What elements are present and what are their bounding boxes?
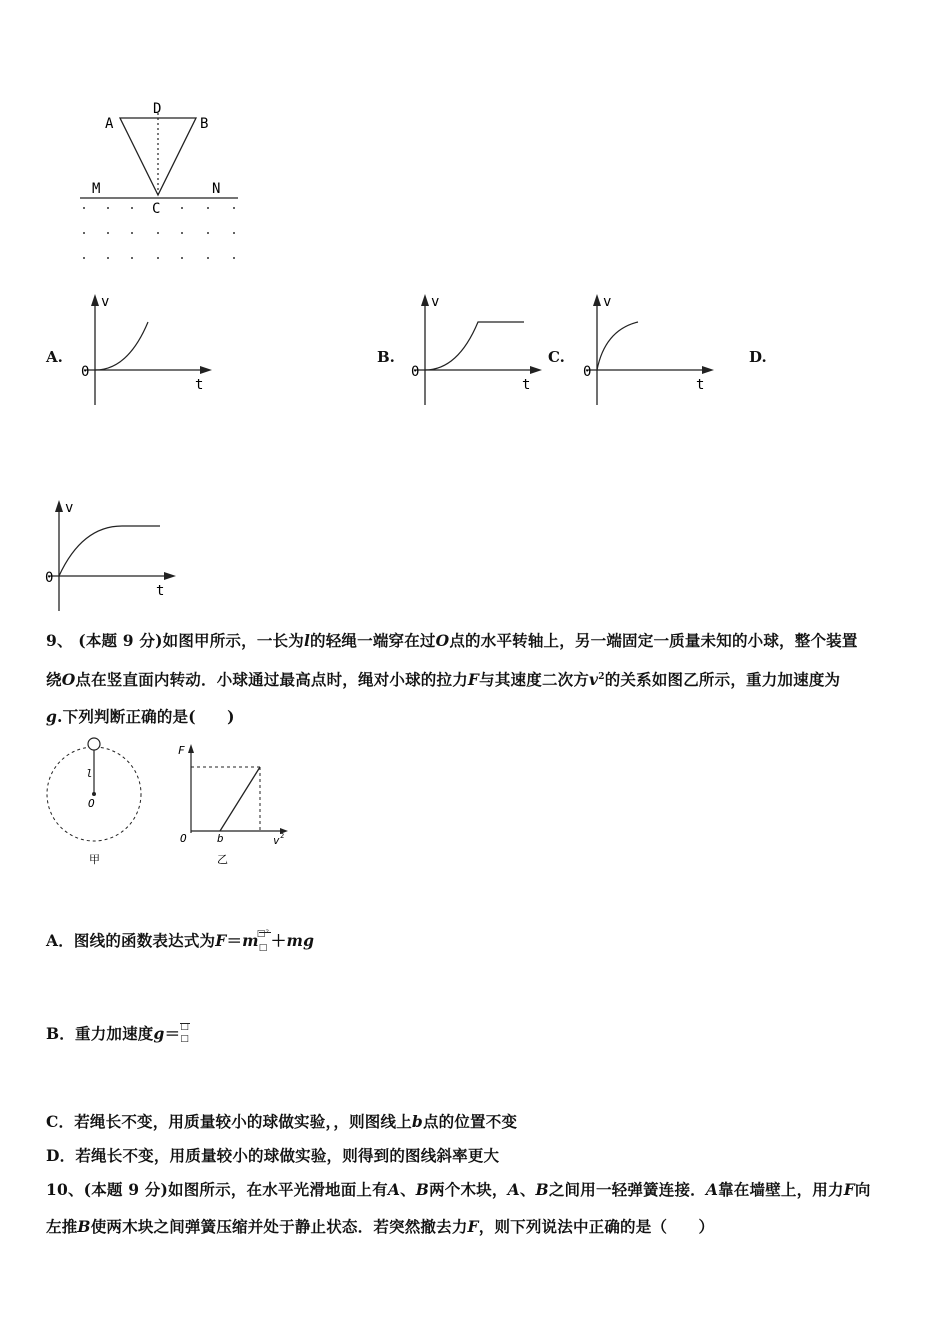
axis-v-label: v — [603, 294, 612, 310]
label-o: O — [180, 832, 187, 845]
origin-label: 0 — [45, 570, 54, 586]
question-10-stem — [46, 1171, 916, 1245]
q9-option-b: B．重力加速度g＝ □ □ — [46, 1022, 189, 1044]
label-v-sup: 2 — [280, 832, 285, 840]
triangle-figure — [70, 95, 250, 270]
caption-yi: 乙 — [217, 853, 228, 866]
label-m: M — [92, 181, 101, 197]
graph-option-b — [408, 290, 548, 410]
q9-option-a: A．图线的函数表达式为F＝m □² □ ＋mg — [46, 929, 315, 953]
label-b: b — [217, 832, 224, 845]
question-9-stem — [46, 622, 916, 735]
origin-label: 0 — [81, 364, 90, 380]
label-f: F — [178, 744, 185, 757]
figure-yi — [170, 738, 295, 873]
q9-option-d: D．若绳长不变，用质量较小的球做实验，则得到的图线斜率更大 — [46, 1146, 500, 1165]
graph-option-a — [78, 290, 218, 410]
label-d: D — [153, 101, 162, 117]
label-l: l — [86, 767, 93, 780]
q10-line-1: 10、(本题 9 分)如图所示，在水平光滑地面上有A、B两个木块，A、B之间用一轻弹簧连接．A靠在墙壁上，用力F向 — [46, 1180, 871, 1199]
axis-v-label: v — [431, 294, 440, 310]
q9-option-c: C．若绳长不变，用质量较小的球做实验，，则图线上b点的位置不变 — [46, 1112, 518, 1131]
graph-option-c — [580, 290, 720, 410]
option-d-label: D. — [749, 348, 767, 366]
label-c: C — [152, 201, 161, 217]
caption-jia: 甲 — [89, 853, 100, 866]
q9-line-2: 绕O点在竖直面内转动．小球通过最高点时，绳对小球的拉力F与其速度二次方$v^2$的关系如图乙所示，重力加速度为 — [46, 670, 841, 690]
label-n: N — [212, 181, 221, 197]
q9-line-1: 9、 (本题 9 分)如图甲所示，一长为l的轻绳一端穿在过O点的水平转轴上，另一端固定一质量未知的小球，整个装置 — [46, 631, 858, 650]
axis-t-label: t — [522, 377, 531, 393]
graph-line — [220, 767, 260, 831]
axis-t-label: t — [195, 377, 204, 393]
label-b: B — [200, 116, 209, 132]
label-a: A — [105, 116, 114, 132]
origin-label: 0 — [583, 364, 592, 380]
pivot-o — [92, 792, 96, 796]
label-o: O — [88, 797, 95, 810]
axis-t-label: t — [156, 583, 165, 599]
q10-line-2: 左推B使两木块之间弹簧压缩并处于静止状态．若突然撤去力F，则下列说法中正确的是（ ） — [46, 1217, 715, 1236]
axis-v-label: v — [101, 294, 110, 310]
ball — [88, 738, 100, 750]
label-v: v — [273, 834, 280, 847]
axis-t-label: t — [696, 377, 705, 393]
graph-option-d — [42, 496, 187, 616]
q9-line-3: g.下列判断正确的是( ) — [46, 707, 235, 727]
option-b-label: B. — [377, 348, 395, 366]
axis-v-label: v — [65, 500, 74, 516]
figure-jia — [40, 733, 150, 873]
option-a-label: A. — [46, 348, 63, 366]
origin-label: 0 — [411, 364, 420, 380]
option-c-label: C. — [548, 348, 565, 366]
